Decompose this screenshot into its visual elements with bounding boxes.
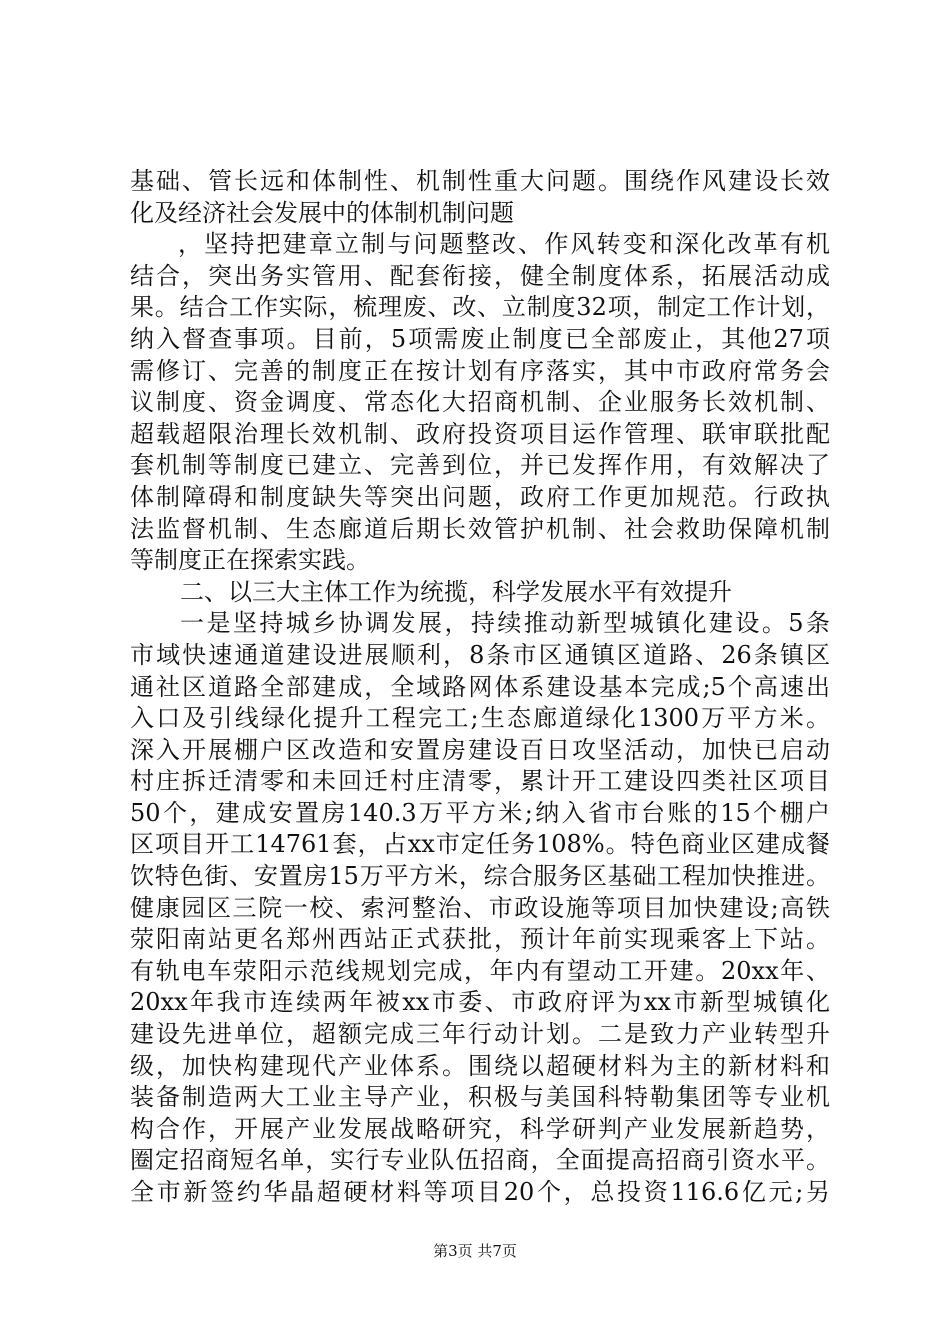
text-line: 饮特色街、安置房15万平方米，综合服务区基础工程加快推进。 bbox=[130, 862, 830, 891]
text-line: 等制度正在探索实践。 bbox=[130, 546, 370, 575]
text-line: 果。结合工作实际，梳理废、改、立制度32项，制定工作计划， bbox=[130, 293, 830, 322]
text-line: 基础、管长远和体制性、机制性重大问题。围绕作风建设长效 bbox=[130, 167, 830, 195]
text-line: 区项目开工14761套，占xx市定任务108%。特色商业区建成餐 bbox=[130, 830, 830, 859]
text-line: 构合作，开展产业发展战略研究，科学研判产业发展新趋势， bbox=[130, 1114, 830, 1143]
text-line: 结合，突出务实管用、配套衔接，健全制度体系，拓展活动成 bbox=[130, 261, 830, 290]
text-line: 装备制造两大工业主导产业，积极与美国科特勒集团等专业机 bbox=[130, 1083, 830, 1112]
text-line: 建设先进单位，超额完成三年行动计划。二是致力产业转型升 bbox=[130, 1020, 830, 1049]
text-line: 通社区道路全部建成，全域路网体系建设基本完成;5个高速出 bbox=[130, 672, 830, 701]
text-line: 有轨电车荥阳示范线规划完成，年内有望动工开建。20xx年、 bbox=[130, 956, 830, 985]
text-line: 入口及引线绿化提升工程完工;生态廊道绿化1300万平方米。 bbox=[130, 704, 830, 733]
text-line: 需修订、完善的制度正在按计划有序落实，其中市政府常务会 bbox=[130, 356, 830, 385]
text-line: 村庄拆迁清零和未回迁村庄清零，累计开工建设四类社区项目 bbox=[130, 767, 830, 796]
text-line: 超载超限治理长效机制、政府投资项目运作管理、联审联批配 bbox=[130, 419, 830, 448]
text-line: 深入开展棚户区改造和安置房建设百日攻坚活动，加快已启动 bbox=[130, 735, 830, 764]
text-line: 全市新签约华晶超硬材料等项目20个，总投资116.6亿元;另 bbox=[130, 1178, 830, 1206]
text-line: 一是坚持城乡协调发展，持续推动新型城镇化建设。5条 bbox=[180, 609, 830, 638]
text-line: 议制度、资金调度、常态化大招商机制、企业服务长效机制、 bbox=[130, 388, 830, 417]
text-line: 体制障碍和制度缺失等突出问题，政府工作更加规范。行政执 bbox=[130, 482, 830, 511]
body-text bbox=[130, 166, 830, 1209]
text-line: 50个，建成安置房140.3万平方米;纳入省市台账的15个棚户 bbox=[130, 798, 830, 827]
text-line: 法监督机制、生态廊道后期长效管护机制、社会救助保障机制 bbox=[130, 514, 830, 543]
text-line: ，坚持把建章立制与问题整改、作风转变和深化改革有机 bbox=[178, 230, 830, 259]
text-line: 纳入督查事项。目前，5项需废止制度已全部废止，其他27项 bbox=[130, 324, 830, 353]
text-line: 套机制等制度已建立、完善到位，并已发挥作用，有效解决了 bbox=[130, 451, 830, 480]
text-line: 二、以三大主体工作为统揽，科学发展水平有效提升 bbox=[180, 577, 732, 606]
text-line: 市域快速通道建设进展顺利，8条市区通镇区道路、26条镇区 bbox=[130, 640, 830, 669]
page-footer: 第3页 共7页 bbox=[433, 1242, 517, 1260]
text-line: 级，加快构建现代产业体系。围绕以超硬材料为主的新材料和 bbox=[130, 1051, 830, 1080]
text-line: 健康园区三院一校、索河整治、市政设施等项目加快建设;高铁 bbox=[130, 893, 830, 922]
text-line: 化及经济社会发展中的体制机制问题 bbox=[130, 198, 514, 227]
text-line: 圈定招商短名单，实行专业队伍招商，全面提高招商引资水平。 bbox=[130, 1146, 830, 1175]
text-line: 20xx年我市连续两年被xx市委、市政府评为xx市新型城镇化 bbox=[130, 988, 830, 1017]
text-line: 荥阳南站更名郑州西站正式获批，预计年前实现乘客上下站。 bbox=[130, 925, 830, 954]
